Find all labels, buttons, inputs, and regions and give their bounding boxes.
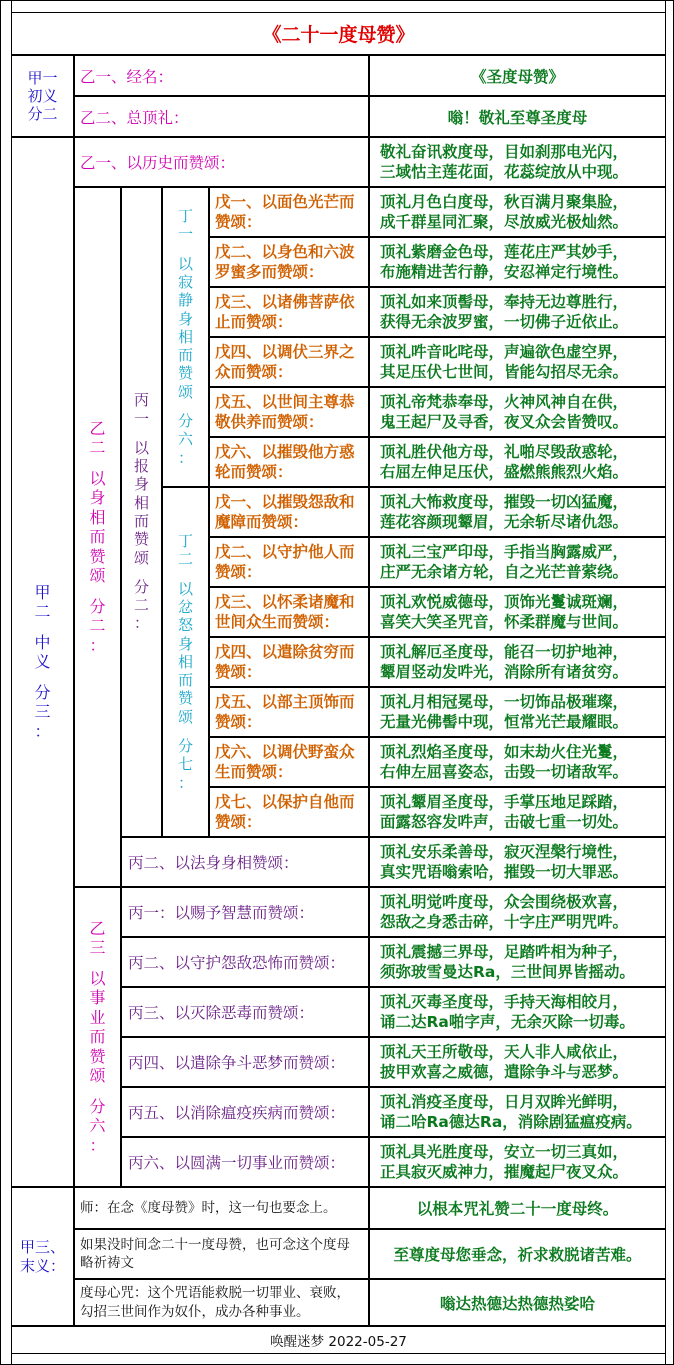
ding1-char: ： <box>177 448 193 467</box>
verse-cell <box>369 537 666 587</box>
verse-cell <box>369 887 666 937</box>
section-jia2-label <box>11 137 74 1187</box>
yi2-label <box>74 187 121 887</box>
wu-label <box>209 237 369 287</box>
bing1-char: 丙 <box>133 391 149 410</box>
closing-text <box>369 1229 666 1279</box>
bing-label <box>121 1137 369 1187</box>
ding2-char: 忿 <box>177 597 193 616</box>
verse-line: 敬礼奋讯救度母，目如刹那电光闪， <box>380 142 629 161</box>
ding1-char: 以 <box>177 254 193 273</box>
ding2-char: 分 <box>177 737 193 756</box>
closing-text <box>369 1279 666 1326</box>
jia2-char: 中 <box>34 632 51 652</box>
wu-label <box>209 787 369 837</box>
verse-line: 顶礼颦眉圣度母，手掌压地足踩踏， <box>380 792 629 811</box>
wu-label <box>209 437 369 487</box>
verse-line: 真实咒语嗡索哈，摧毁一切大罪恶。 <box>380 863 629 881</box>
yi3-char: 而 <box>89 1027 106 1047</box>
bing-label-text: 丙二、以守护怨敌恐怖而赞颂： <box>128 954 346 972</box>
wu-label <box>209 287 369 337</box>
verse-line: 顶礼震撼三界母，足踏吽相为种子， <box>380 942 629 961</box>
yi-label-text: 乙二、总顶礼： <box>80 108 189 127</box>
ding2-char: 身 <box>177 634 193 653</box>
verse-line: 顶礼帝梵恭奉母，火神风神自在供， <box>380 392 629 411</box>
verse-line: 顶礼吽音叱咤母，声遍欲色虚空界， <box>380 342 629 361</box>
wu-label-text: 戊四、以调伏三界之众而赞颂： <box>215 342 355 381</box>
bing-label-text: 丙四、以遣除争斗恶梦而赞颂： <box>128 1054 346 1072</box>
ding1-char: 一 <box>177 225 193 244</box>
verse-cell <box>369 1137 666 1187</box>
verse-line: 顶礼胜伏他方母，礼啪尽毁敌惑轮， <box>380 442 629 461</box>
bing-label <box>121 887 369 937</box>
ding1-char: 丁 <box>177 207 193 226</box>
verse-line: 顶礼大怖救度母，摧毁一切凶猛魔， <box>380 492 629 511</box>
note-cell <box>74 1279 369 1326</box>
verse-cell <box>369 437 666 487</box>
verse-line: 顶礼月色白度母，秋百满月聚集脸， <box>380 192 629 211</box>
ding1-char: 静 <box>177 291 193 310</box>
ding2-char: 颂 <box>177 707 193 726</box>
yi-label <box>74 96 369 137</box>
verse-cell <box>369 837 666 887</box>
ding2-char: 七 <box>177 755 193 774</box>
ding1-char: 颂 <box>177 382 193 401</box>
bing1-char: 报 <box>133 457 149 476</box>
ding1-label <box>162 187 209 487</box>
closing-text-value: 至尊度母您垂念，祈求救脱诸苦难。 <box>393 1246 642 1264</box>
ding2-char: 以 <box>177 579 193 598</box>
verse-cell <box>369 237 666 287</box>
ding2-char: 丁 <box>177 532 193 551</box>
yi2-char: 而 <box>89 527 106 547</box>
note-cell <box>74 1229 369 1279</box>
history-verse <box>369 137 666 187</box>
ding1-char: 六 <box>177 430 193 449</box>
bing1-char: ： <box>133 614 149 633</box>
verse-cell <box>369 637 666 687</box>
ding2-char: 相 <box>177 652 193 671</box>
footer-text: 唤醒迷梦 2022-05-27 <box>270 1334 407 1350</box>
verse-cell <box>369 1037 666 1087</box>
bing-label-text: 丙一：以赐予智慧而赞颂： <box>128 904 315 922</box>
yi3-char: 分 <box>89 1096 106 1116</box>
section-jia1-label <box>11 55 74 137</box>
verse-line: 无量光佛髻中现，恒常光芒最耀眼。 <box>380 713 629 731</box>
yi-value <box>369 96 666 137</box>
note-text: 如果没时间念二十一度母赞，也可念这个度母略祈祷文 <box>80 1236 350 1271</box>
verse-line: 布施精进苦行静，安忍禅定行境性。 <box>380 263 629 281</box>
verse-line: 顶礼消疫圣度母，日月双眸光鲜明， <box>380 1092 629 1111</box>
closing-text-value: 以根本咒礼赞二十一度母终。 <box>416 1200 619 1218</box>
verse-cell <box>369 987 666 1037</box>
verse-cell <box>369 587 666 637</box>
verse-line: 顶礼明觉吽度母，众会围绕极欢喜， <box>380 892 629 911</box>
history-label <box>74 137 369 187</box>
wu-label <box>209 387 369 437</box>
yi3-char: 业 <box>89 1007 106 1027</box>
bing-label-text: 丙六、以圆满一切事业而赞颂： <box>128 1154 346 1172</box>
yi3-char: 三 <box>89 938 106 958</box>
bing2-label-text: 丙二、以法身身相赞颂： <box>128 854 299 872</box>
bing-label <box>121 937 369 987</box>
ding1-char: 赞 <box>177 364 193 383</box>
bing1-char: 赞 <box>133 530 149 549</box>
wu-label <box>209 187 369 237</box>
verse-line: 面露怒容发吽声，击破七重一切处。 <box>380 813 629 831</box>
verse-line: 正具寂灭威神力，摧魔起尸夜叉众。 <box>380 1163 629 1181</box>
yi-value <box>369 55 666 96</box>
wu-label-text: 戊一、以摧毁怨敌和魔障而赞颂： <box>215 492 355 531</box>
jia1-char: 分二 <box>27 105 58 124</box>
verse-line: 莲花容颜现颦眉，无余斩尽诸仇怨。 <box>380 513 629 531</box>
wu-label <box>209 487 369 537</box>
verse-line: 顶礼具光胜度母，安立一切三真如， <box>380 1142 629 1161</box>
verse-line: 披甲欢喜之威德，遣除争斗与恶梦。 <box>380 1063 629 1081</box>
footer <box>11 1326 666 1354</box>
verse-line: 庄严无余诸方轮，自之光芒普萦绕。 <box>380 563 629 581</box>
wu-label-text: 戊四、以遣除贫穷而赞颂： <box>215 642 355 681</box>
yi3-char: ： <box>89 1135 106 1155</box>
wu-label-text: 戊一、以面色光芒而赞颂： <box>215 192 355 231</box>
yi3-char: 事 <box>89 988 106 1008</box>
jia2-char: 二 <box>34 602 51 622</box>
jia1-char: 甲一 <box>27 68 58 87</box>
jia2-char: 分 <box>34 682 51 702</box>
yi3-label <box>74 887 121 1187</box>
yi2-char: 颂 <box>89 566 106 586</box>
ding2-char: 而 <box>177 671 193 690</box>
jia2-char: 义 <box>34 652 51 672</box>
bing1-label <box>121 187 162 837</box>
verse-cell <box>369 487 666 537</box>
bing1-char: 以 <box>133 438 149 457</box>
verse-line: 顶礼三宝严印母，手指当胸露威严， <box>380 542 629 561</box>
note-cell <box>74 1187 369 1229</box>
ding1-char: 而 <box>177 346 193 365</box>
verse-line: 顶礼月相冠冕母，一切饰品极璀璨， <box>380 692 629 711</box>
verse-cell <box>369 287 666 337</box>
bing2-label <box>121 837 369 887</box>
yi3-char: 赞 <box>89 1046 106 1066</box>
jia2-char: ： <box>34 721 51 741</box>
wu-label-text: 戊五、以部主顶饰而赞颂： <box>215 692 355 731</box>
ding1-char: 寂 <box>177 272 193 291</box>
yi3-char: 六 <box>89 1116 106 1136</box>
yi3-char: 颂 <box>89 1066 106 1086</box>
history-label-text: 乙一、以历史而赞颂： <box>80 154 236 172</box>
verse-line: 顶礼灭毒圣度母，手持天海相皎月， <box>380 992 629 1011</box>
verse-line: 怨敌之身悉击碎，十字庄严明咒吽。 <box>380 913 629 931</box>
yi2-char: 身 <box>89 488 106 508</box>
yi-label-text: 乙一、经名： <box>80 67 174 86</box>
ding1-char: 分 <box>177 412 193 431</box>
bing1-char: 相 <box>133 493 149 512</box>
verse-cell <box>369 337 666 387</box>
wu-label-text: 戊三、以诸佛菩萨依止而赞颂： <box>215 292 355 331</box>
wu-label-text: 戊七、以保护自他而赞颂： <box>215 792 355 831</box>
verse-line: 顶礼烈焰圣度母，如末劫火住光鬘， <box>380 742 629 761</box>
verse-cell <box>369 1087 666 1137</box>
page-title <box>11 12 666 55</box>
verse-cell <box>369 787 666 837</box>
verse-line: 须弥玻雪曼达Ra，三世间界皆摇动。 <box>380 963 635 981</box>
ding2-char: 赞 <box>177 689 193 708</box>
verse-cell <box>369 387 666 437</box>
yi2-char: 分 <box>89 596 106 616</box>
verse-line: 顶礼欢悦威德母，顶饰光鬘诚斑斓， <box>380 592 629 611</box>
ding2-char: 怒 <box>177 616 193 635</box>
wu-label-text: 戊三、以怀柔诸魔和世间众生而赞颂： <box>215 592 355 631</box>
yi3-char: 以 <box>89 968 106 988</box>
yi2-char: 赞 <box>89 546 106 566</box>
verse-line: 顶礼解厄圣度母，能召一切护地神， <box>380 642 629 661</box>
section-jia3-label <box>11 1187 74 1326</box>
title-text: 《二十一度母赞》 <box>262 24 415 46</box>
wu-label <box>209 637 369 687</box>
bing-label <box>121 987 369 1037</box>
yi2-char: 乙 <box>89 418 106 438</box>
verse-line: 其足压伏七世间，皆能勾招尽无余。 <box>380 363 629 381</box>
wu-label-text: 戊二、以身色和六波罗蜜多而赞颂： <box>215 242 355 281</box>
bing-label-text: 丙三、以灭除恶毒而赞颂： <box>128 1004 315 1022</box>
ding1-char: 身 <box>177 309 193 328</box>
verse-line: 诵二哈Ra德达Ra，消除剧猛瘟疫病。 <box>380 1113 642 1131</box>
yi-label <box>74 55 369 96</box>
verse-line: 右伸左屈喜姿态，击毁一切诸敌军。 <box>380 763 629 781</box>
bing1-char: 身 <box>133 475 149 494</box>
verse-cell <box>369 687 666 737</box>
yi-value-text: 《圣度母赞》 <box>470 67 564 86</box>
wu-label <box>209 337 369 387</box>
closing-text-value: 嗡达热德达热德热娑哈 <box>439 1294 595 1313</box>
yi-value-text: 嗡！敬礼至尊圣度母 <box>447 108 588 127</box>
verse-line: 获得无余波罗蜜，一切佛子近依止。 <box>380 313 629 331</box>
bing-label-text: 丙五、以消除瘟疫疾病而赞颂： <box>128 1104 346 1122</box>
verse-cell <box>369 187 666 237</box>
verse-cell <box>369 737 666 787</box>
bing1-char: 分 <box>133 577 149 596</box>
wu-label <box>209 687 369 737</box>
wu-label <box>209 587 369 637</box>
jia2-char: 甲 <box>34 582 51 602</box>
verse-line: 顶礼天王所敬母，天人非人咸依止， <box>380 1042 629 1061</box>
bing1-char: 一 <box>133 409 149 428</box>
ding1-char: 相 <box>177 327 193 346</box>
verse-line: 右屈左伸足压伏，盛燃熊熊烈火焰。 <box>380 463 629 481</box>
bing1-char: 而 <box>133 512 149 530</box>
closing-text <box>369 1187 666 1229</box>
ding2-label <box>162 487 209 837</box>
jia1-char: 初义 <box>27 86 58 105</box>
note-text: 师：在念《度母赞》时，这一句也要念上。 <box>80 1199 337 1216</box>
wu-label <box>209 537 369 587</box>
wu-label-text: 戊五、以世间主尊恭敬供养而赞颂： <box>215 392 355 431</box>
yi2-char: 二 <box>89 438 106 458</box>
verse-line: 顶礼如来顶髻母，奉持无边尊胜行， <box>380 292 629 311</box>
yi2-char: ： <box>89 635 106 655</box>
verse-line: 颦眉竖动发吽光，消除所有诸贫穷。 <box>380 663 629 681</box>
yi3-char: 乙 <box>89 918 106 938</box>
verse-cell <box>369 937 666 987</box>
verse-line: 诵二达Ra啪字声，无余灭除一切毒。 <box>380 1013 635 1031</box>
jia3-char: 末义： <box>19 1256 65 1275</box>
jia2-char: 三 <box>34 702 51 722</box>
yi2-char: 相 <box>89 507 106 527</box>
bing1-char: 颂 <box>133 548 149 567</box>
verse-line: 顶礼安乐柔善母，寂灭涅槃行境性， <box>380 842 629 861</box>
verse-line: 三域怙主莲花面，花蕊绽放从中现。 <box>380 163 629 181</box>
note-text: 度母心咒：这个咒语能救脱一切罪业、衰败，勾招三世间作为奴仆，成办各种事业。 <box>80 1285 350 1320</box>
verse-line: 成千群星同汇聚，尽放威光极灿然。 <box>380 213 629 231</box>
verse-line: 鬼王起尸及寻香，夜叉众会皆赞叹。 <box>380 413 629 431</box>
verse-line: 顶礼紫磨金色母，莲花庄严其妙手， <box>380 242 629 261</box>
bing-label <box>121 1037 369 1087</box>
wu-label-text: 戊六、以调伏野蛮众生而赞颂： <box>215 742 355 781</box>
yi2-char: 以 <box>89 468 106 488</box>
yi2-char: 二 <box>89 616 106 636</box>
ding2-char: ： <box>177 773 193 792</box>
ding2-char: 二 <box>177 550 193 569</box>
verse-line: 喜笑大笑圣咒音，怀柔群魔与世间。 <box>380 613 629 631</box>
bing1-char: 二 <box>133 596 149 615</box>
jia3-char: 甲三、 <box>19 1238 65 1257</box>
wu-label-text: 戊六、以摧毁他方惑轮而赞颂： <box>215 442 355 481</box>
wu-label <box>209 737 369 787</box>
bing-label <box>121 1087 369 1137</box>
wu-label-text: 戊二、以守护他人而赞颂： <box>215 542 355 581</box>
